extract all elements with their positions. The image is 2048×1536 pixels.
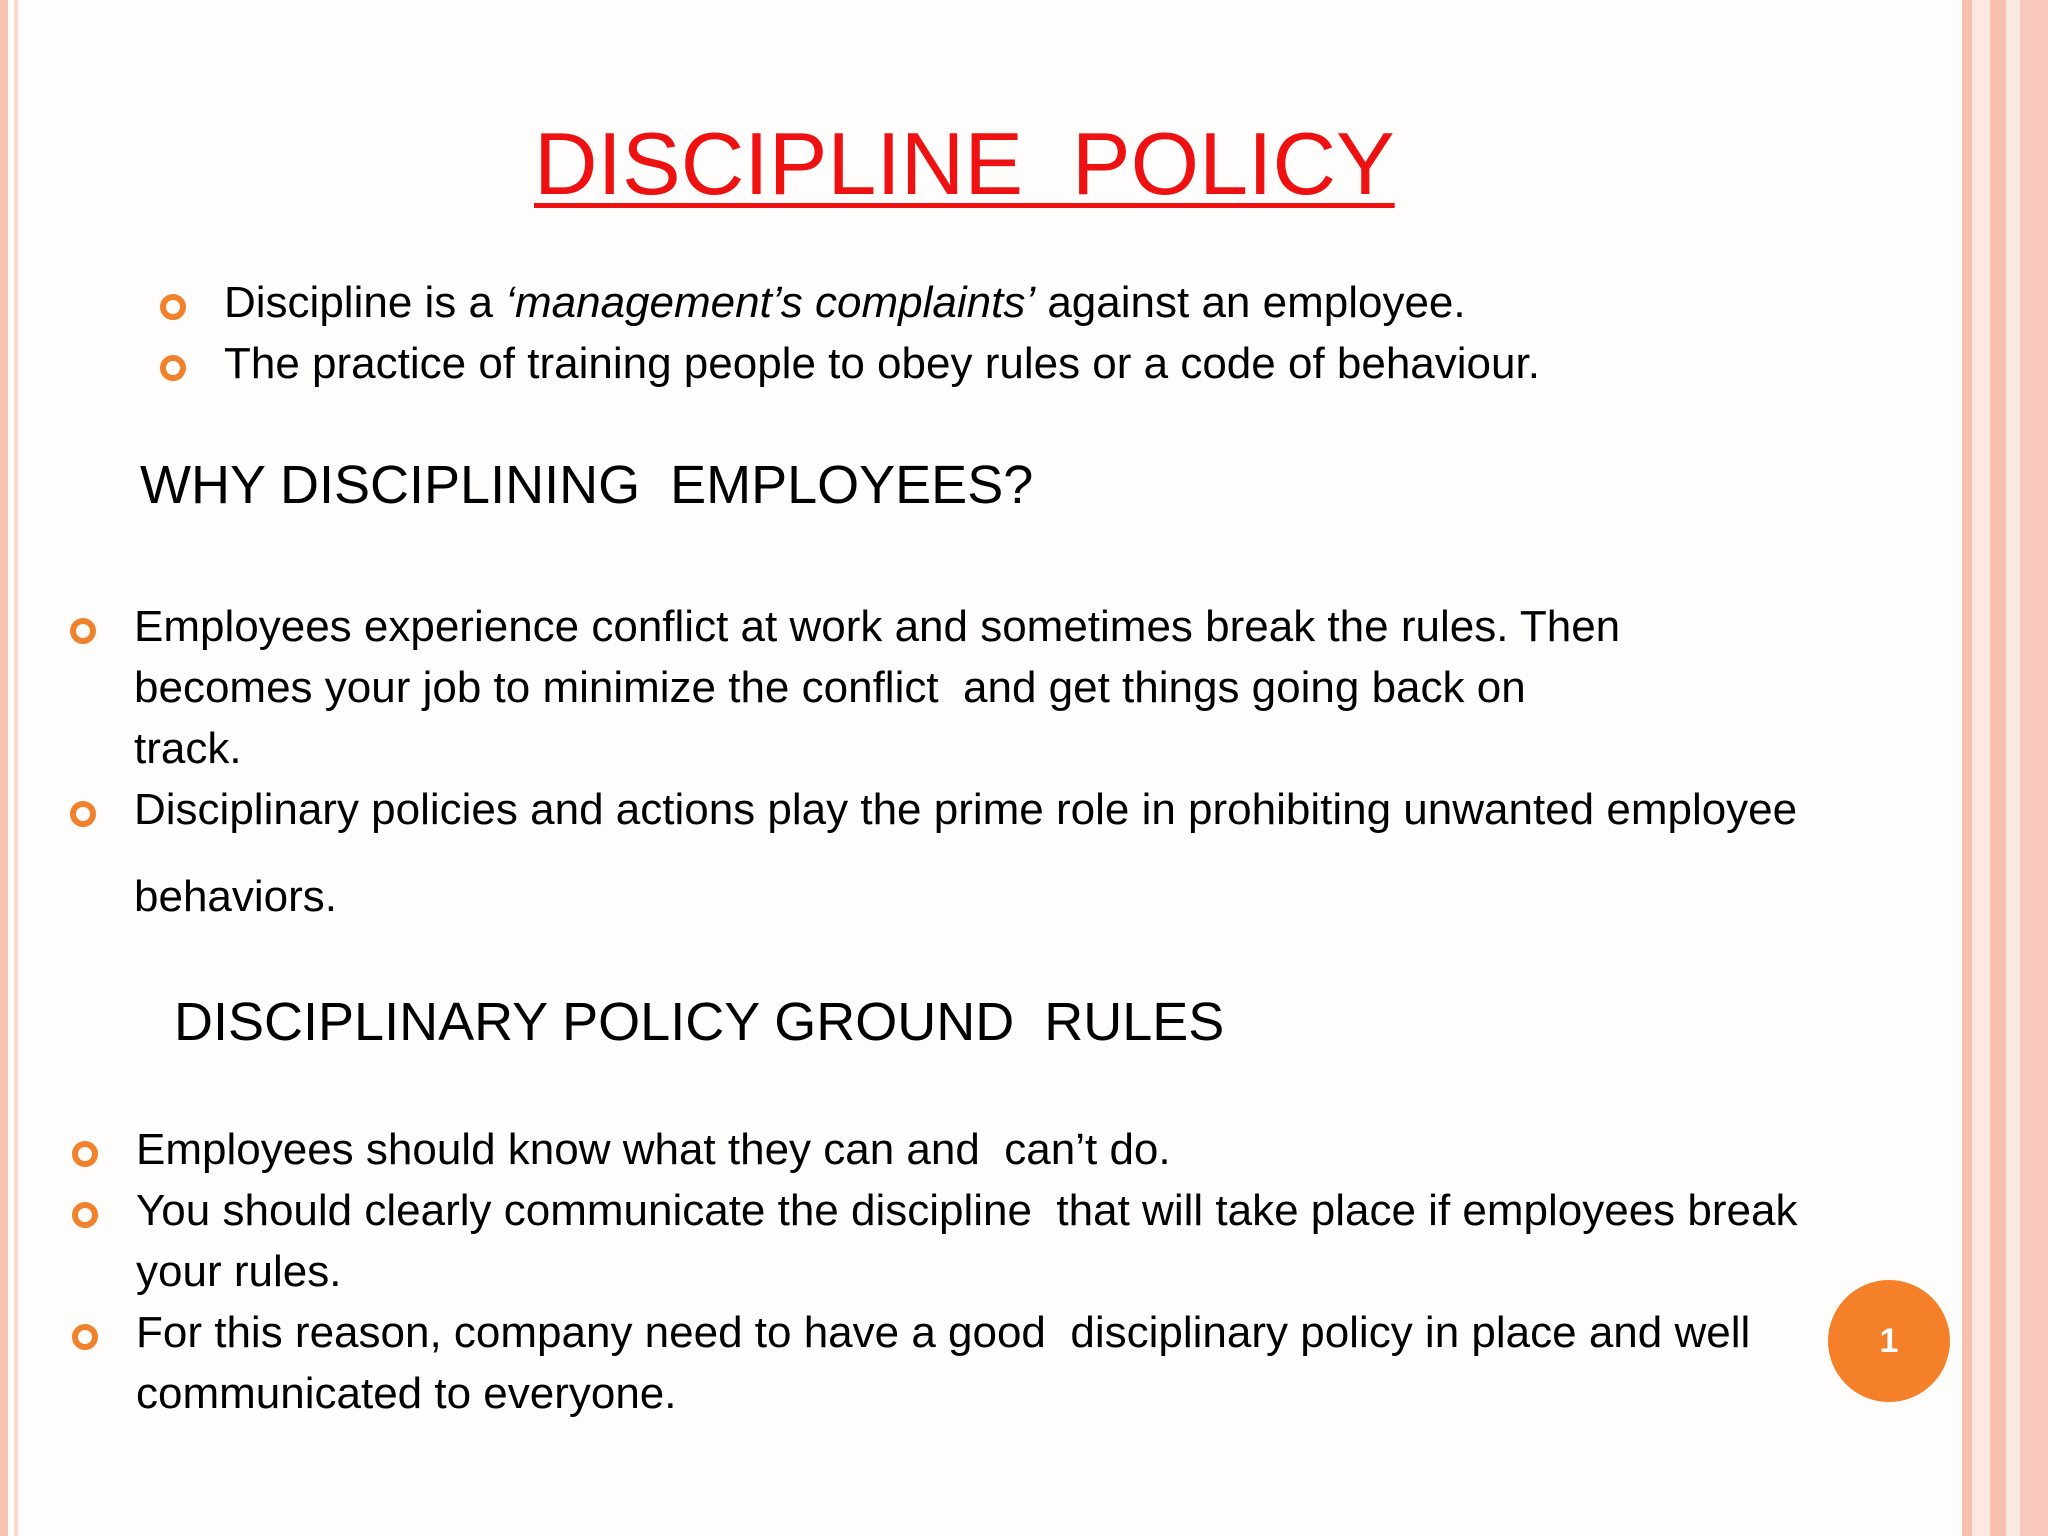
why-bullet-list bbox=[70, 596, 1930, 927]
section-heading-ground-rules: DISCIPLINARY POLICY GROUND RULES bbox=[174, 992, 1225, 1052]
list-item bbox=[160, 333, 1860, 394]
list-item bbox=[72, 1119, 1932, 1180]
circle-bullet-icon bbox=[70, 801, 96, 827]
right-border-stripe bbox=[1990, 0, 2006, 1536]
page-number-badge: 1 bbox=[1828, 1280, 1950, 1402]
circle-bullet-icon bbox=[72, 1324, 98, 1350]
section-heading-why: WHY DISCIPLINING EMPLOYEES? bbox=[140, 455, 1034, 515]
bullet-text-line: your rules. bbox=[136, 1247, 342, 1296]
circle-bullet-icon bbox=[70, 618, 96, 644]
bullet-text-line: becomes your job to minimize the conflict and get things going back on bbox=[134, 663, 1526, 712]
list-item bbox=[72, 1180, 1932, 1302]
circle-bullet-icon bbox=[72, 1141, 98, 1167]
right-border-stripe bbox=[2020, 0, 2048, 1536]
bullet-text-line: Employees experience conflict at work and sometimes break the rules. Then bbox=[134, 602, 1621, 651]
bullet-text-line: communicated to everyone. bbox=[136, 1369, 677, 1418]
list-item bbox=[70, 779, 1930, 927]
bullet-text-line: Employees should know what they can and can’t do. bbox=[136, 1125, 1171, 1174]
left-border-stripe bbox=[0, 0, 8, 1536]
slide-title: DISCIPLINE POLICY bbox=[534, 114, 1395, 213]
left-border-stripe-thin bbox=[14, 0, 18, 1536]
list-item bbox=[72, 1302, 1932, 1424]
emphasis-text: ‘management’s complaints’ bbox=[505, 278, 1036, 327]
bullet-text: The practice of training people to obey rules or a code of behaviour. bbox=[224, 339, 1540, 388]
list-item bbox=[160, 272, 1860, 333]
bullet-text-line: track. bbox=[134, 724, 242, 773]
bullet-text: Discipline is a ‘management’s complaints’ against an employee. bbox=[224, 278, 1466, 327]
circle-bullet-icon bbox=[72, 1202, 98, 1228]
bullet-text-line: For this reason, company need to have a good disciplinary policy in place and well bbox=[136, 1308, 1751, 1357]
circle-bullet-icon bbox=[160, 355, 186, 381]
bullet-text-line: behaviors. bbox=[134, 872, 338, 921]
ground-rules-bullet-list bbox=[72, 1119, 1932, 1424]
right-border-stripe bbox=[1962, 0, 1972, 1536]
list-item bbox=[70, 596, 1930, 779]
circle-bullet-icon bbox=[160, 294, 186, 320]
bullet-text-line: Disciplinary policies and actions play the prime role in prohibiting unwanted employee bbox=[134, 785, 1798, 834]
intro-bullet-list bbox=[160, 272, 1860, 394]
bullet-text-line: You should clearly communicate the discipline that will take place if employees break bbox=[136, 1186, 1798, 1235]
